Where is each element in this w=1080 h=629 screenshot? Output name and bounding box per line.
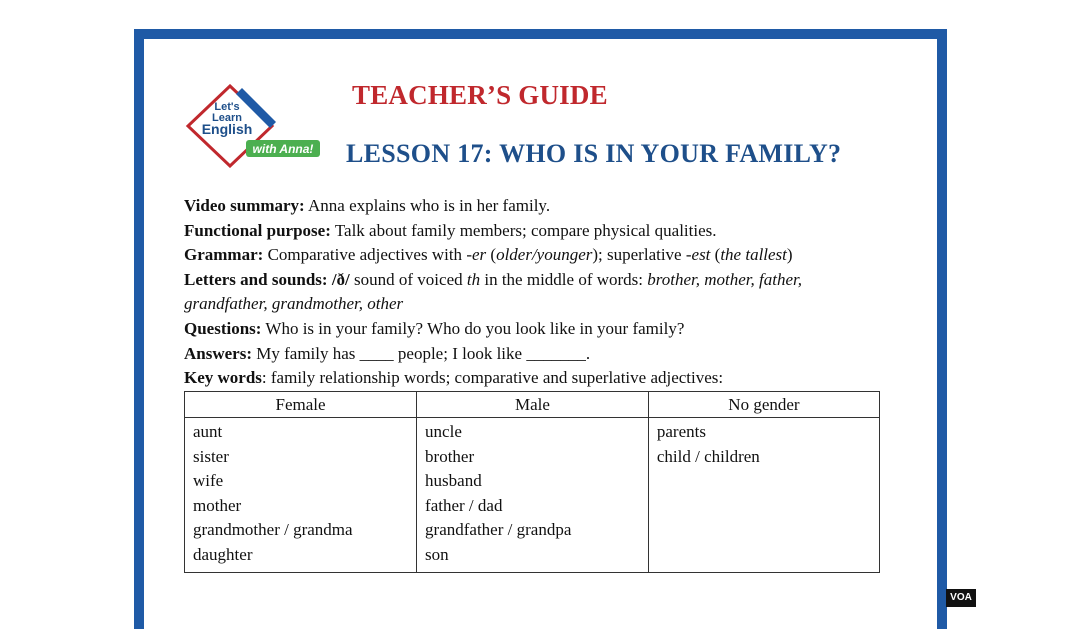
list-item: uncle (425, 422, 462, 441)
table-header-row (185, 392, 880, 418)
list-item: grandfather / grandpa (425, 520, 572, 540)
lesson-summary (184, 194, 884, 391)
logo-line3: English (201, 121, 253, 137)
female-column (185, 418, 417, 573)
list-item: father / dad (425, 495, 503, 515)
lesson-title: LESSON 17: WHO IS IN YOUR FAMILY? (346, 139, 842, 168)
list-item: son (425, 544, 449, 564)
key-words-table (184, 391, 880, 573)
list-item: sister (193, 446, 229, 466)
key-words-line: Key words: family relationship words; comparative and superlative adjectives: (184, 368, 724, 388)
answers-line: Answers: My family has ____ people; I look like _______. (184, 343, 591, 363)
page-title: TEACHER’S GUIDE (352, 80, 608, 110)
list-item: grandmother / grandma (193, 520, 353, 540)
logo-line2: Learn (212, 112, 242, 124)
no-gender-column (648, 418, 879, 573)
header-male: Male (417, 392, 649, 418)
list-item: child / children (656, 446, 760, 466)
list-item: parents (656, 422, 706, 441)
list-item: aunt (193, 422, 223, 441)
letters-sounds-line-2: grandfather, grandmother, other (184, 294, 404, 314)
header-female: Female (185, 392, 417, 418)
functional-purpose-line: Functional purpose: Talk about family members; compare physical qualities. (184, 220, 717, 240)
table-row (185, 418, 880, 573)
list-item: brother (425, 446, 475, 466)
list-item: daughter (193, 544, 253, 564)
logo-line1: Let's (214, 101, 240, 113)
grammar-line: Grammar: Comparative adjectives with -er (older/younger); superlative -est (the tallest) (184, 245, 793, 265)
letters-sounds-line: Letters and sounds: /ð/ sound of voiced th in the middle of words: brother, mother, father, (184, 269, 803, 289)
questions-line: Questions: Who is in your family? Who do you look like in your family? (184, 318, 685, 338)
lets-learn-english-logo (184, 84, 324, 168)
video-summary-line: Video summary: Anna explains who is in her family. (184, 196, 551, 215)
list-item: mother (193, 495, 242, 515)
header-no-gender: No gender (648, 392, 879, 418)
logo-tag: with Anna! (252, 142, 314, 156)
list-item: husband (425, 471, 482, 491)
male-column (417, 418, 649, 573)
voa-watermark: VOA (946, 589, 976, 607)
list-item: wife (193, 471, 224, 491)
